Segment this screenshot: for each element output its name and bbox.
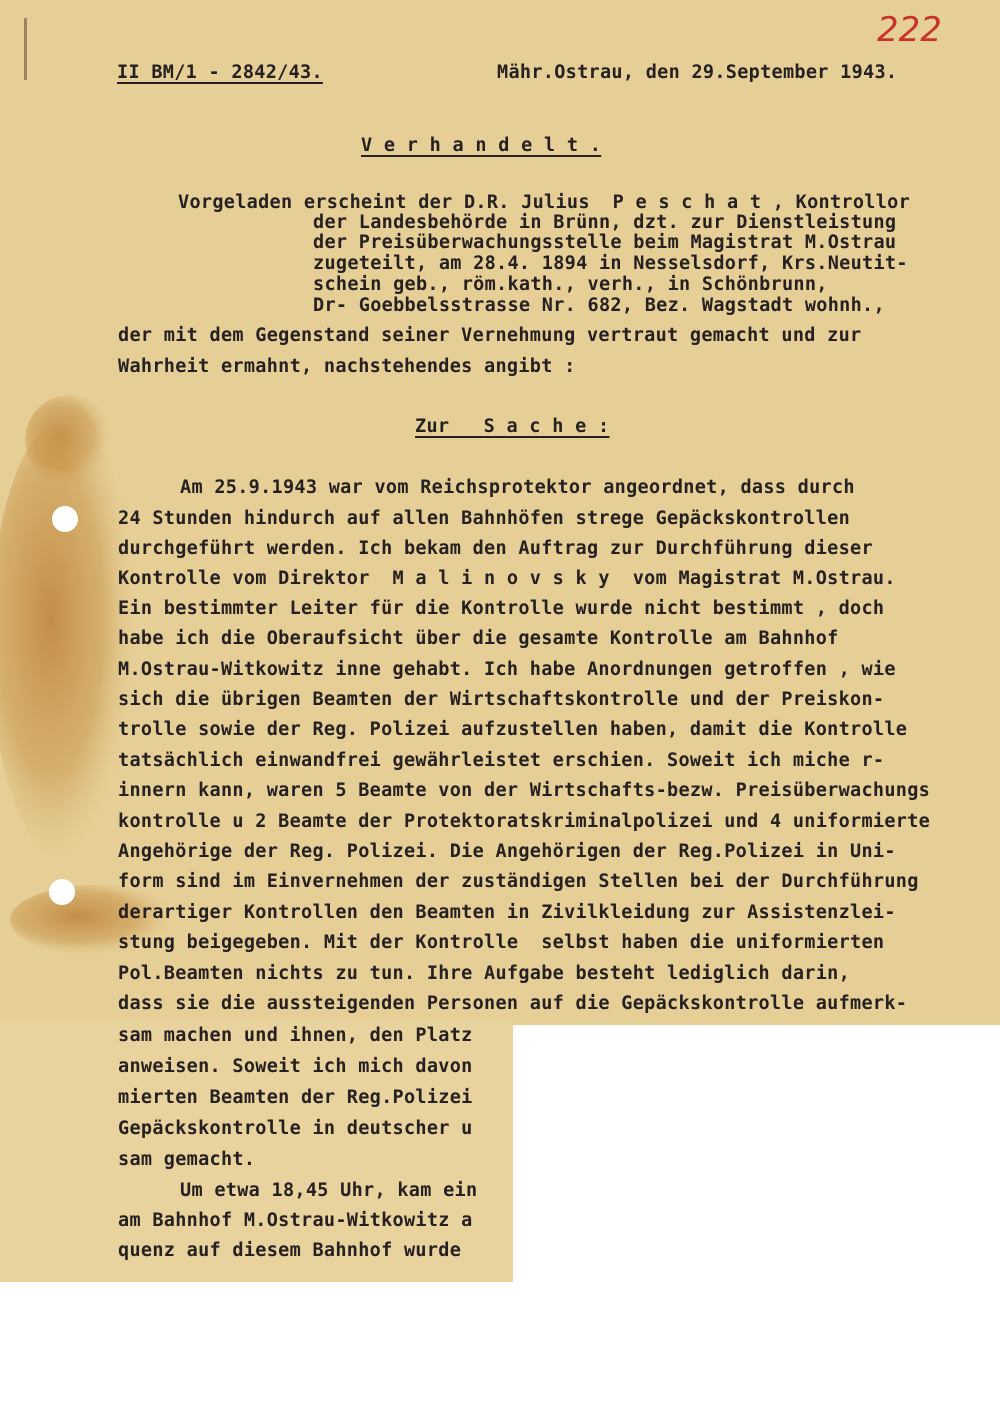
- document-title: V e r h a n d e l t .: [361, 135, 602, 156]
- staple-mark: [24, 18, 27, 80]
- text-line: Um etwa 18,45 Uhr, kam ein: [180, 1180, 478, 1201]
- text-line: habe ich die Oberaufsicht über die gesamte Kontrolle am Bahnhof: [118, 628, 839, 649]
- text-line: der Preisüberwachungsstelle beim Magistrat M.Ostrau: [313, 232, 897, 253]
- text-line: 24 Stunden hindurch auf allen Bahnhöfen strege Gepäckskontrollen: [118, 508, 851, 529]
- text-line: derartiger Kontrollen den Beamten in Zivilkleidung zur Assistenzlei-: [118, 902, 896, 923]
- text-line: Ein bestimmter Leiter für die Kontrolle wurde nicht bestimmt , doch: [118, 598, 885, 619]
- text-line: stung beigegeben. Mit der Kontrolle selbst haben die uniformierten: [118, 932, 885, 953]
- text-line: M.Ostrau-Witkowitz inne gehabt. Ich habe Anordnungen getroffen , wie: [118, 659, 896, 680]
- text-line: Am 25.9.1943 war vom Reichsprotektor angeordnet, dass durch: [180, 477, 855, 498]
- text-line: anweisen. Soweit ich mich davon: [118, 1056, 473, 1077]
- text-line: zugeteilt, am 28.4. 1894 in Nesselsdorf, Krs.Neutit-: [313, 253, 908, 274]
- punch-hole: [52, 506, 78, 532]
- text-line: Vorgeladen erscheint der D.R. Julius P e s c h a t , Kontrollor: [178, 192, 911, 213]
- page-number: 222: [877, 10, 942, 50]
- text-line: innern kann, waren 5 Beamte von der Wirtschafts-bezw. Preisüberwachungs: [118, 780, 931, 801]
- text-line: kontrolle u 2 Beamte der Protektoratskriminalpolizei und 4 uniformierte: [118, 811, 931, 832]
- text-line: tatsächlich einwandfrei gewährleistet erschien. Soweit ich miche r-: [118, 750, 885, 771]
- text-line: form sind im Einvernehmen der zuständigen Stellen bei der Durchführung: [118, 871, 919, 892]
- text-line: Gepäckskontrolle in deutscher u: [118, 1118, 473, 1139]
- text-line: Angehörige der Reg. Polizei. Die Angehörigen der Reg.Polizei in Uni-: [118, 841, 896, 862]
- text-line: Dr- Goebbelsstrasse Nr. 682, Bez. Wagstadt wohnh.,: [313, 295, 885, 316]
- blank-area-bottom: [0, 1282, 1000, 1412]
- text-line: sich die übrigen Beamten der Wirtschaftskontrolle und der Preiskon-: [118, 689, 885, 710]
- place-date: Mähr.Ostrau, den 29.September 1943.: [497, 62, 898, 83]
- text-line: Wahrheit ermahnt, nachstehendes angibt :: [118, 356, 576, 377]
- text-line: Kontrolle vom Direktor M a l i n o v s k y vom Magistrat M.Ostrau.: [118, 568, 896, 589]
- text-line: sam gemacht.: [118, 1149, 256, 1170]
- punch-hole: [49, 879, 75, 905]
- text-line: durchgeführt werden. Ich bekam den Auftrag zur Durchführung dieser: [118, 538, 873, 559]
- text-line: trolle sowie der Reg. Polizei aufzustellen haben, damit die Kontrolle: [118, 719, 908, 740]
- text-line: dass sie die aussteigenden Personen auf die Gepäckskontrolle aufmerk-: [118, 993, 908, 1014]
- text-line: schein geb., röm.kath., verh., in Schönbrunn,: [313, 274, 828, 295]
- text-line: mierten Beamten der Reg.Polizei: [118, 1087, 473, 1108]
- reference-number: II BM/1 - 2842/43.: [117, 62, 323, 83]
- text-line: Pol.Beamten nichts zu tun. Ihre Aufgabe besteht lediglich darin,: [118, 963, 851, 984]
- text-line: sam machen und ihnen, den Platz: [118, 1025, 473, 1046]
- text-line: am Bahnhof M.Ostrau-Witkowitz a: [118, 1210, 473, 1231]
- text-line: quenz auf diesem Bahnhof wurde: [118, 1240, 462, 1261]
- section-heading: Zur S a c h e :: [415, 416, 610, 437]
- text-line: der Landesbehörde in Brünn, dzt. zur Dienstleistung: [313, 212, 897, 233]
- text-line: der mit dem Gegenstand seiner Vernehmung vertraut gemacht und zur: [118, 325, 862, 346]
